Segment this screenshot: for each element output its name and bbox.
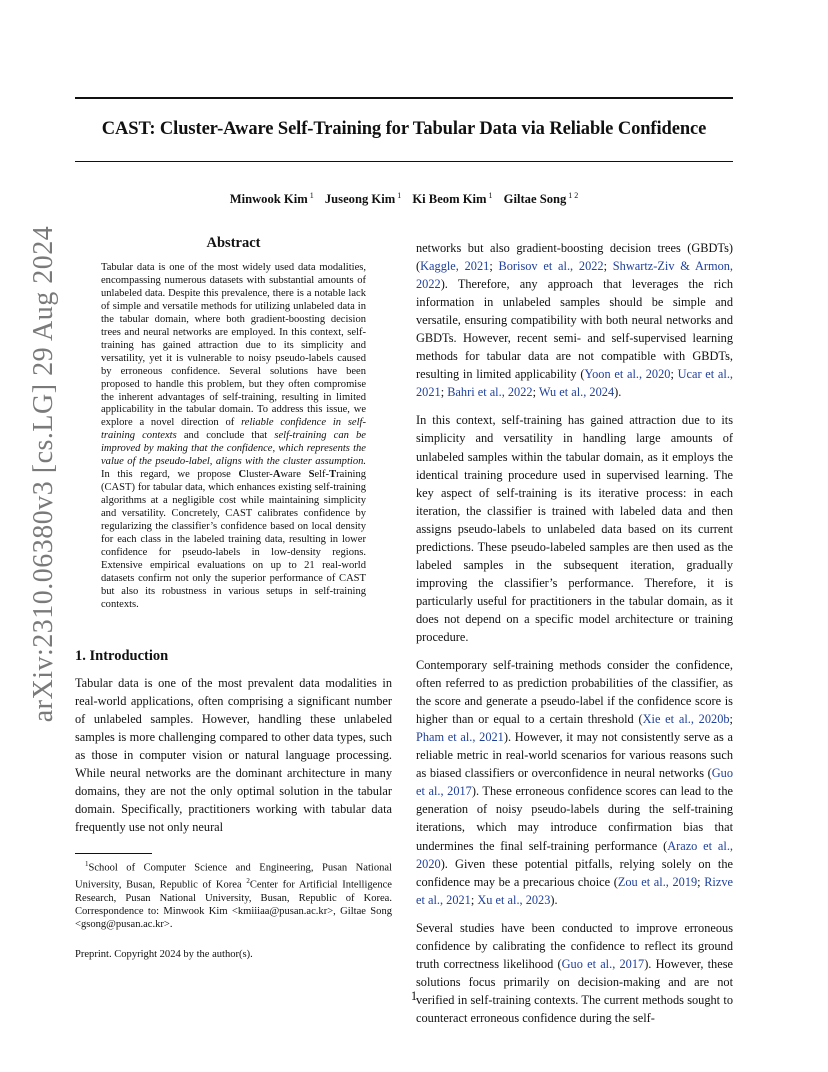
- separator: ;: [440, 385, 448, 400]
- preprint-notice: Preprint. Copyright 2024 by the author(s).: [75, 948, 253, 960]
- affiliation-footnote: [75, 858, 392, 932]
- abstract-text: ware: [280, 469, 309, 481]
- abstract-text: In this regard, we propose: [101, 469, 239, 481]
- abstract-text: luster-: [246, 469, 273, 481]
- footnote-marker: 2: [246, 876, 250, 885]
- acronym-letter: S: [308, 469, 315, 481]
- acronym-letter: A: [272, 469, 281, 481]
- citation-link[interactable]: Pham et al., 2021: [416, 730, 504, 745]
- author-name: Ki Beom Kim: [412, 192, 487, 207]
- citation-link[interactable]: Xu et al., 2023: [477, 892, 551, 907]
- paragraph-text: ). Therefore, any approach that leverages the rich information in unlabeled samples should be simple and versatile, ensuring compatibility with both neural networks and GBDTs. However, recent semi- and self-supervised learning methods for tabular data are not compatible with GBDTs, resulting in limited applicability (: [416, 277, 733, 382]
- author-affiliation: 1: [397, 191, 402, 200]
- paragraph-text: Several studies have been conducted to improve erroneous confidence by calibrating the confidence to reflect its ground truth correctness likelihood (: [416, 920, 733, 971]
- author-affiliation: 1 2: [568, 191, 579, 200]
- abstract-emphasis: reliable confidence in self-training contexts: [101, 417, 366, 442]
- separator: ;: [532, 385, 539, 400]
- separator: ;: [470, 892, 478, 907]
- paragraph-text: ). However, it may not consistently serve as a reliable metric in real-world scenarios for various reasons such as biased classifiers or overconfidence in neural networks (: [416, 730, 733, 781]
- abstract-emphasis: self-training can be improved by making that the confidence, which represents the value of the pseudo-label, aligns with the cluster assumption.: [101, 430, 366, 468]
- intro-paragraph: Tabular data is one of the most prevalent data modalities in real-world applications, often comprising a significant number of unlabeled samples. However, handling these unlabeled samples is more challenging compared to other data types, such as those in computer vision or natural language processing. While neural networks are the dominant architecture in many domains, they are not the only optimal solution in the tabular domain. Specifically, practitioners working with tabular data frequently use not only neural: [75, 675, 392, 835]
- paragraph-text: ).: [550, 892, 558, 907]
- footnote-text: School of Computer Science and Engineering, Pusan National University, Busan, Republic of Korea: [75, 862, 392, 891]
- author-name: Giltae Song: [503, 192, 567, 207]
- body-paragraph: [416, 919, 733, 1027]
- paragraph-text: ). Given these potential pitfalls, relying solely on the confidence may be a precarious choice (: [416, 856, 733, 889]
- page-number: 1: [410, 989, 418, 1003]
- citation-link[interactable]: Xie et al., 2020b: [642, 712, 730, 727]
- paper-title: CAST: Cluster-Aware Self-Training for Tabular Data via Reliable Confidence: [101, 119, 707, 139]
- abstract-text: raining (CAST) for tabular data, which enhances existing self-training algorithms at a negligible cost while maintaining simplicity and versatility. Concretely, CAST calibrates confidence by regularizing the classifier’s confidence based on local density for each class in the labeled training data, resulting in lower confidence for pseudo-labels in low-density regions. Extensive empirical evaluations on up to 21 real-world datasets confirm not only the superior performance of CAST but also its robustness in various setups in self-training contexts.: [101, 469, 366, 610]
- author-affiliation: 1: [488, 191, 493, 200]
- body-paragraph: In this context, self-training has gained attraction due to its simplicity and versatility in handling large amounts of unlabeled samples within the tabular domain, as it employs the identical training procedure used in supervised learning. The key aspect of self-training is its iterative process: in each iteration, the classifier is trained with labeled data and then assigns pseudo-labels to unlabeled data based on its current predictions. These pseudo-labeled samples are then used as the labeled samples in the subsequent iteration, gradually improving the classifier’s performance. Therefore, it is particularly useful for practitioners in the tabular domain, as it does not depend on a specific model architecture or training procedure.: [416, 413, 733, 644]
- author-name: Juseong Kim: [324, 192, 396, 207]
- citation-link[interactable]: Zou et al., 2019: [617, 874, 698, 889]
- paragraph-text: networks but also gradient-boosting decision trees (GBDTs) (: [416, 241, 733, 274]
- body-paragraph: [416, 656, 733, 909]
- citation-link[interactable]: Ucar et al., 2021: [416, 367, 733, 400]
- separator: ;: [670, 367, 678, 382]
- paragraph-text: Contemporary self-training methods consider the confidence, often referred to as prediction probabilities of the classifier, as the score and generate a pseudo-label if the confidence score is higher than or equal to a certain threshold (: [416, 658, 733, 727]
- author: [412, 192, 492, 206]
- author-name: Minwook Kim: [229, 192, 308, 207]
- right-column: [416, 239, 733, 1027]
- acronym-letter: C: [238, 469, 247, 481]
- abstract-text: elf-: [314, 469, 330, 481]
- separator: ;: [489, 259, 499, 274]
- paragraph-text: ). However, these solutions focus primarily on decision-making and are not verified in self-training contexts. The current methods sought to counteract erroneous confidence during the self-: [416, 956, 733, 1025]
- separator: ;: [697, 874, 705, 889]
- separator: ;: [603, 259, 613, 274]
- footnote-marker: 1: [85, 860, 89, 869]
- citation-link[interactable]: Rizve et al., 2021: [416, 874, 733, 907]
- body-paragraph: [416, 239, 733, 401]
- author: [325, 192, 401, 206]
- citation-link[interactable]: Kaggle, 2021: [420, 259, 490, 274]
- citation-link[interactable]: Wu et al., 2024: [538, 385, 615, 400]
- citation-link[interactable]: Yoon et al., 2020: [584, 367, 671, 382]
- paragraph-text: ). These erroneous confidence scores can lead to the generation of noisy pseudo-labels during the self-training iterations, which may introduce confirmation bias that undermines the final self-training performance (: [416, 784, 733, 853]
- author-list: [75, 191, 733, 207]
- acronym-letter: T: [329, 469, 337, 481]
- abstract-body: [101, 262, 366, 612]
- citation-link[interactable]: Guo et al., 2017: [561, 956, 645, 971]
- citation-link[interactable]: Shwartz-Ziv & Armon, 2022: [416, 259, 734, 292]
- abstract-heading: Abstract: [206, 235, 261, 251]
- citation-link[interactable]: Bahri et al., 2022: [447, 385, 533, 400]
- footnote-text: Center for Artificial Intelligence Research, Pusan National University, Busan, Republic of Korea. Correspondence to: Minwook Kim <kmiiiaa@pusan.ac.kr>, Giltae Song <gsong@pusan.ac.kr>.: [75, 879, 392, 931]
- title-rule-bottom: [75, 161, 733, 162]
- author: [230, 192, 314, 206]
- arxiv-identifier-stamp: arXiv:2310.06380v3 [cs.LG] 29 Aug 2024: [28, 225, 59, 723]
- author: [504, 192, 579, 206]
- separator: ;: [729, 712, 733, 727]
- citation-link[interactable]: Arazo et al., 2020: [416, 838, 733, 871]
- citation-link[interactable]: Guo et al., 2017: [416, 766, 733, 799]
- title-rule-top: [75, 97, 733, 99]
- abstract-text: and conclude that: [176, 430, 275, 442]
- abstract-text: Tabular data is one of the most widely used data modalities, encompassing numerous datasets with substantial amounts of unlabeled data. Despite this prevalence, there is a notable lack of simple and versatile methods for utilizing unlabeled data in the tabular domain, where both gradient-boosting decision trees and neural networks are employed. In this context, self-training has gained attraction due to its simplicity and versatility, yet it is vulnerable to noisy pseudo-labels caused by erroneous confidence. Several solutions have been proposed to handle this problem, but they often compromise the inherent advantages of self-training, resulting in limited applicability in the tabular domain. To address this issue, we explore a novel direction of: [101, 262, 366, 429]
- section-heading-introduction: 1. Introduction: [75, 647, 169, 664]
- author-affiliation: 1: [309, 191, 314, 200]
- footnote-rule: [75, 853, 152, 854]
- left-column: [75, 235, 392, 960]
- citation-link[interactable]: Borisov et al., 2022: [498, 259, 604, 274]
- paragraph-text: ).: [614, 385, 622, 400]
